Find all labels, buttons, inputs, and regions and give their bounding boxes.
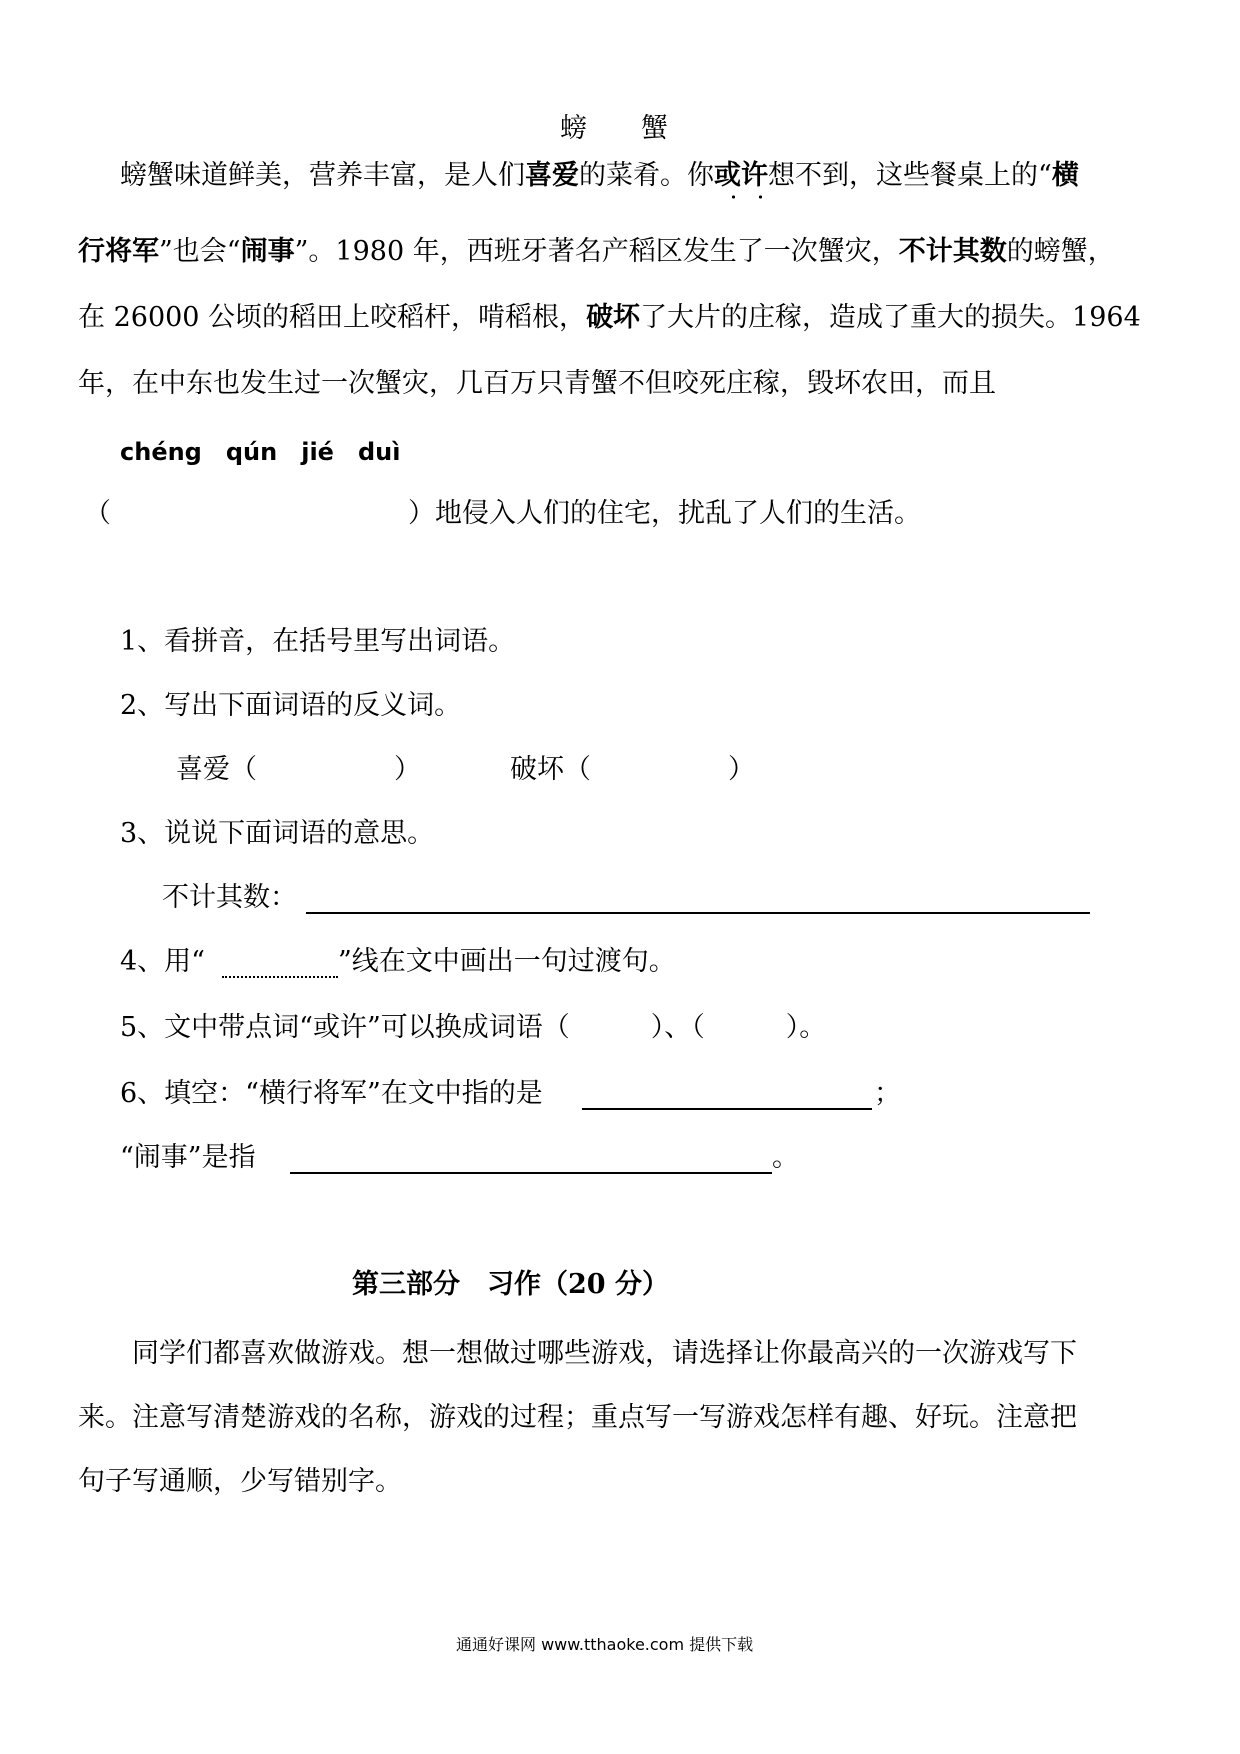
keyword-huoxu-dotted: 或许 <box>714 160 768 191</box>
synonym-blank-1[interactable] <box>612 1010 708 1042</box>
definition-answer-line[interactable] <box>306 888 1090 914</box>
keyword-bujiqishu: 不计其数 <box>898 236 1007 267</box>
section-3-line-2: 来。注意写清楚游戏的名称，游戏的过程；重点写一写游戏怎样有趣、好玩。注意把 <box>78 1402 1077 1433</box>
keyword-naoshi: 闹事 <box>240 236 295 267</box>
section-3-title: 第三部分 习作（20 分） <box>352 1269 669 1300</box>
pinyin-answer-blank[interactable] <box>120 498 400 528</box>
dotted-line-sample <box>222 952 338 978</box>
footer-text: 通通好课网 www.tthaoke.com 提供下载 <box>456 1635 754 1654</box>
text-segment: 在 26000 公顷的稻田上咬稻杆，啃稻根， <box>78 302 587 333</box>
keyword-xiai: 喜爱 <box>525 160 579 191</box>
pinyin-2: qún <box>225 438 278 466</box>
pinyin-3: jié <box>301 438 334 466</box>
question-4-suffix: ”线在文中画出一句过渡句。 <box>338 946 676 977</box>
passage-line-4: 年，在中东也发生过一次蟹灾，几百万只青蟹不但咬死庄稼，毁坏农田，而且 <box>78 368 996 399</box>
question-1: 1、看拼音，在括号里写出词语。 <box>120 626 516 657</box>
synonym-blank-2[interactable] <box>746 1010 842 1042</box>
question-5: 5、文中带点词“或许”可以换成词语（ ）、（ ）。 <box>120 1012 827 1043</box>
text-segment: 了大片的庄稼，造成了重大的损失。1964 <box>640 302 1141 333</box>
passage-line-3 <box>78 304 1141 331</box>
passage-title <box>560 106 668 145</box>
text-segment: 的螃蟹， <box>1006 236 1115 267</box>
title-char-2: 蟹 <box>641 113 668 144</box>
fill-answer-line-2[interactable] <box>290 1148 772 1174</box>
pinyin-row <box>120 438 424 466</box>
period: 。 <box>772 1142 799 1173</box>
pinyin-4: duì <box>357 438 401 466</box>
antonym-word-1: 喜爱（ <box>176 754 257 785</box>
antonym-close-1: ） <box>394 754 421 785</box>
text-segment: 螃蟹味道鲜美，营养丰富，是人们 <box>120 160 525 191</box>
question-4-prefix: 4、用“ <box>120 946 205 977</box>
antonym-blank-2[interactable] <box>592 752 722 784</box>
section-3-line-1: 同学们都喜欢做游戏。想一想做过哪些游戏，请选择让你最高兴的一次游戏写下 <box>132 1338 1077 1369</box>
antonym-blank-1[interactable] <box>258 752 388 784</box>
keyword-xingjiangjun: 行将军 <box>78 236 159 267</box>
pinyin-1: chéng <box>120 438 202 466</box>
passage-line-1 <box>120 162 1079 189</box>
text-segment: 想不到，这些餐桌上的“ <box>768 160 1052 191</box>
paren-open: （ <box>84 498 111 529</box>
keyword-pohuai: 破坏 <box>586 302 641 333</box>
question-6-part-1: 6、填空：“横行将军”在文中指的是 <box>120 1078 543 1109</box>
text-segment: 的菜肴。你 <box>579 160 714 191</box>
section-3-line-3: 句子写通顺，少写错别字。 <box>78 1466 402 1497</box>
question-3: 3、说说下面词语的意思。 <box>120 818 435 849</box>
definition-word: 不计其数： <box>162 882 297 913</box>
antonym-close-2: ） <box>728 754 755 785</box>
title-char-1: 螃 <box>560 113 587 144</box>
fill-answer-line-1[interactable] <box>582 1084 872 1110</box>
question-2: 2、写出下面词语的反义词。 <box>120 690 462 721</box>
question-6-part-2: “闹事”是指 <box>120 1142 256 1173</box>
antonym-word-2: 破坏（ <box>510 754 591 785</box>
passage-line-2 <box>78 238 1115 265</box>
keyword-heng: 横 <box>1051 160 1079 191</box>
passage-line-5: ）地侵入人们的住宅，扰乱了人们的生活。 <box>408 498 921 529</box>
semicolon: ； <box>874 1078 901 1109</box>
text-segment: ”。1980 年，西班牙著名产稻区发生了一次蟹灾， <box>294 236 899 267</box>
text-segment: ”也会“ <box>159 236 241 267</box>
